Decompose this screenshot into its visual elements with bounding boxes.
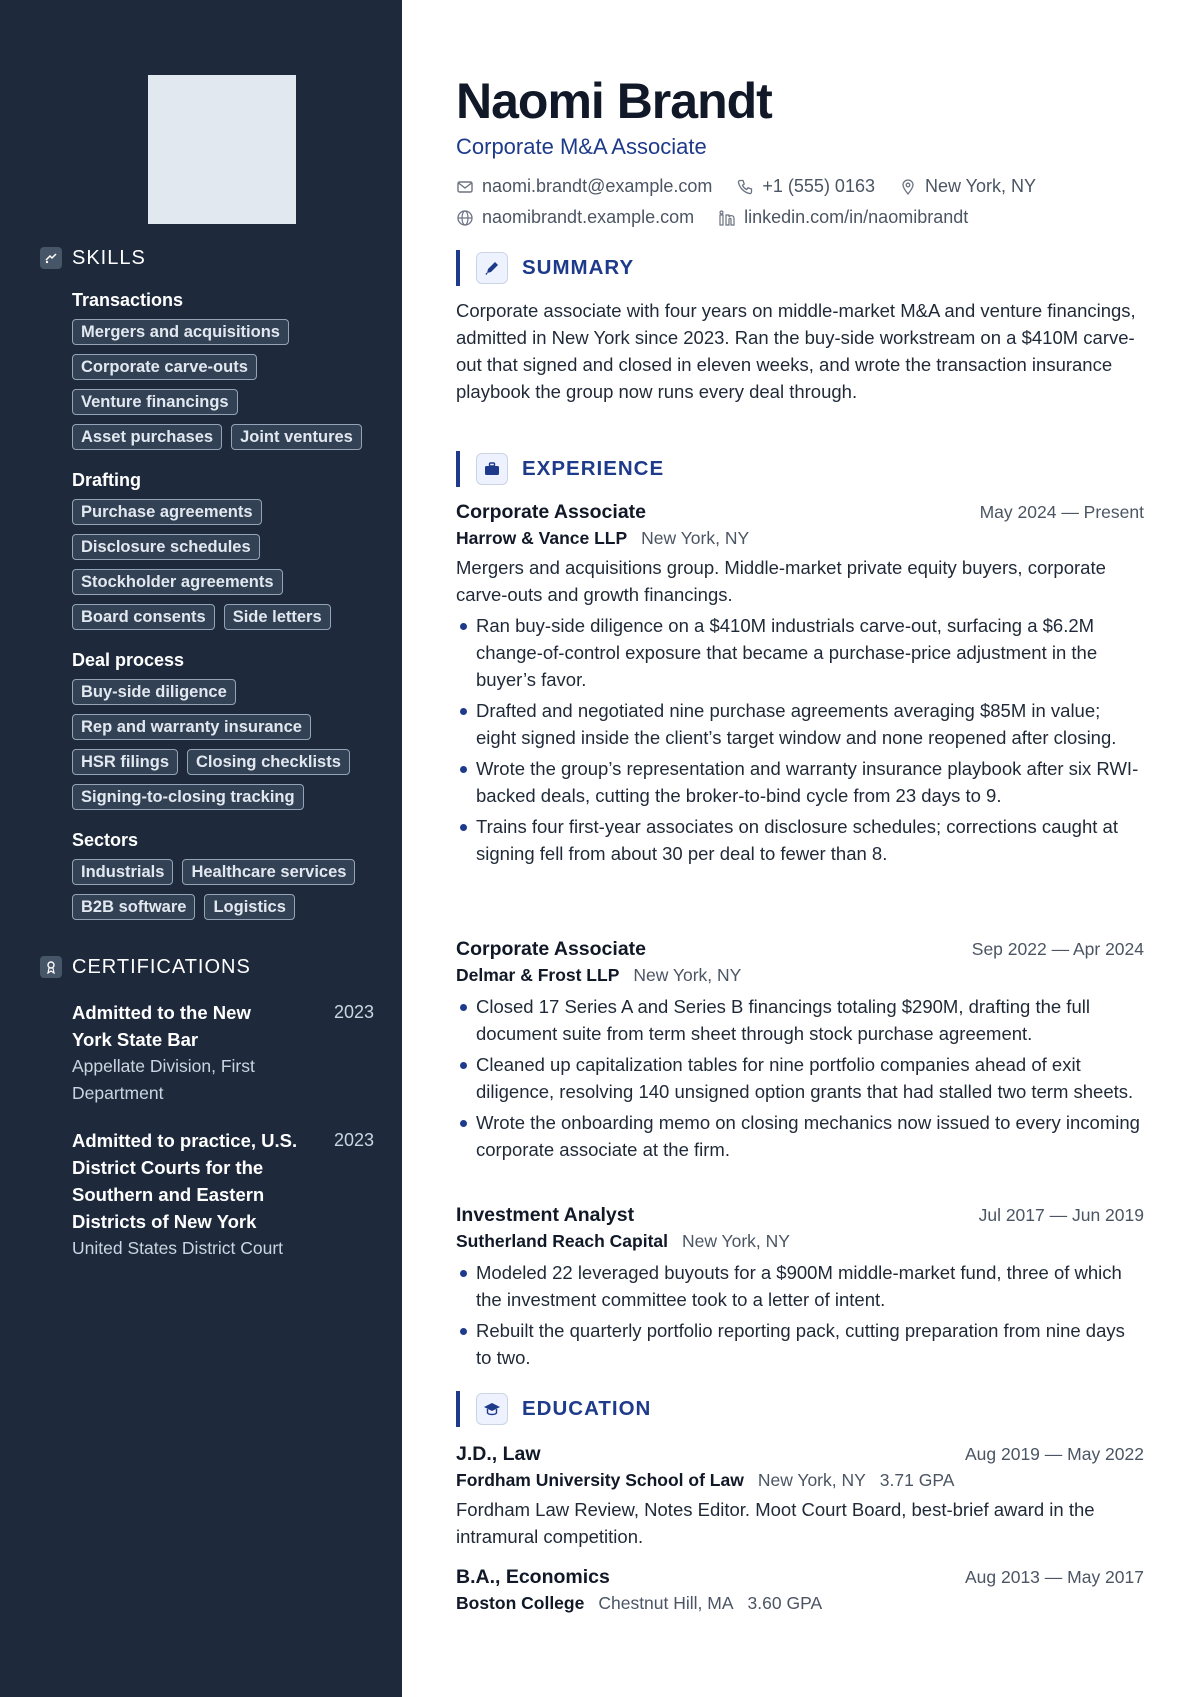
degree: J.D., Law <box>456 1443 541 1465</box>
certifications-heading-text: CERTIFICATIONS <box>72 955 251 978</box>
job-dates: May 2024 — Present <box>979 502 1144 522</box>
skill-tag: Rep and warranty insurance <box>72 714 311 740</box>
linkedin-icon <box>718 209 736 227</box>
skill-group-drafting <box>72 468 380 630</box>
pen-icon <box>476 252 508 284</box>
skill-tag: Side letters <box>224 604 331 630</box>
contact-phone[interactable] <box>736 176 875 197</box>
certification-item <box>72 999 374 1107</box>
certificate-icon <box>40 956 62 978</box>
summary-text: Corporate associate with four years on middle-market M&A and venture financings, admitted in New York since 2023. Ran the buy-side workstream on a $410M carve-out that signed and closed in eleven weeks, and wrote the transaction insurance playbook the group now runs every deal through. <box>456 300 1136 402</box>
bullet-item: Wrote the onboarding memo on closing mechanics now issued to every incoming corporate associate at the firm. <box>456 1109 1144 1163</box>
skill-group-title: Deal process <box>72 650 185 670</box>
skill-tag: Purchase agreements <box>72 499 262 525</box>
skill-tag: Closing checklists <box>187 749 350 775</box>
skill-group-transactions <box>72 288 380 450</box>
certification-issuer: United States District Court <box>72 1238 284 1258</box>
education-dates: Aug 2019 — May 2022 <box>964 1444 1144 1464</box>
job-dates: Jul 2017 — Jun 2019 <box>978 1205 1144 1225</box>
bullet-item: Modeled 22 leveraged buyouts for a $900M middle-market fund, three of which the investment committee took to a letter of intent. <box>456 1259 1144 1313</box>
skill-group-title: Drafting <box>72 470 141 490</box>
school-name: Fordham University School of Law <box>456 1470 744 1490</box>
contact-linkedin[interactable] <box>718 207 968 228</box>
bullet-item: Rebuilt the quarterly portfolio reporting pack, cutting preparation from nine days to two. <box>456 1317 1144 1371</box>
contact-row-1 <box>456 176 1036 197</box>
bullet-item: Closed 17 Series A and Series B financings totaling $290M, drafting the full document suite from term sheet through stock purchase agreement. <box>456 993 1144 1047</box>
job-org: Sutherland Reach Capital <box>456 1231 668 1251</box>
section-accent-bar <box>456 250 460 286</box>
skill-tag: Stockholder agreements <box>72 569 283 595</box>
section-accent-bar <box>456 451 460 487</box>
school-location: New York, NY <box>757 1470 866 1490</box>
job-description: Mergers and acquisitions group. Middle-market private equity buyers, corporate carve-outs and growth financings. <box>456 557 1106 605</box>
contact-row-2 <box>456 207 968 228</box>
job-org: Delmar & Frost LLP <box>456 965 620 985</box>
skill-group-deal-process <box>72 648 380 810</box>
skill-tag: Joint ventures <box>231 424 362 450</box>
job-bullets <box>456 612 1144 867</box>
summary-heading <box>456 250 634 286</box>
job-bullets <box>456 993 1144 1163</box>
school-name: Boston College <box>456 1593 585 1613</box>
skill-tag: B2B software <box>72 894 195 920</box>
contact-location <box>899 176 1036 197</box>
skill-tag: Signing-to-closing tracking <box>72 784 304 810</box>
linkedin-text: linkedin.com/in/naomibrandt <box>744 207 969 227</box>
experience-entry <box>456 1202 1144 1375</box>
education-entry <box>456 1441 1144 1550</box>
job-location: New York, NY <box>633 965 742 985</box>
skills-icon <box>40 247 62 269</box>
sidebar <box>0 0 402 1697</box>
skills-section <box>40 246 380 920</box>
school-location: Chestnut Hill, MA <box>598 1593 734 1613</box>
education-description: Fordham Law Review, Notes Editor. Moot Court Board, best-brief award in the intramural competition. <box>456 1499 1095 1547</box>
globe-icon <box>456 209 474 227</box>
mail-icon <box>456 178 474 196</box>
phone-icon <box>736 178 754 196</box>
gpa: 3.71 GPA <box>879 1470 955 1490</box>
experience-heading-text: EXPERIENCE <box>522 457 665 480</box>
certifications-heading <box>40 955 380 979</box>
job-role: Corporate Associate <box>456 938 647 960</box>
location-pin-icon <box>899 178 917 196</box>
certification-issuer: Appellate Division, First Department <box>72 1056 255 1103</box>
bullet-item: Wrote the group’s representation and warranty insurance playbook after six RWI-backed deals, cutting the broker-to-bind cycle from 23 days to 9. <box>456 755 1144 809</box>
profile-photo-placeholder <box>148 75 296 224</box>
education-heading-text: EDUCATION <box>522 1397 652 1420</box>
certification-year: 2023 <box>333 1002 374 1022</box>
skill-group-title: Transactions <box>72 290 184 310</box>
skill-tag: Board consents <box>72 604 215 630</box>
certification-item <box>72 1127 374 1262</box>
certification-title: Admitted to the New York State Bar <box>72 1002 251 1050</box>
skills-heading <box>40 246 380 270</box>
job-location: New York, NY <box>682 1231 790 1251</box>
contact-website[interactable] <box>456 207 694 228</box>
job-role: Investment Analyst <box>456 1204 635 1226</box>
full-name: Naomi Brandt <box>456 73 772 129</box>
skill-tag: Healthcare services <box>182 859 355 885</box>
skill-tag: HSR filings <box>72 749 178 775</box>
section-accent-bar <box>456 1391 460 1427</box>
briefcase-icon <box>476 453 508 485</box>
graduation-cap-icon <box>476 1393 508 1425</box>
skill-tag: Venture financings <box>72 389 238 415</box>
job-bullets <box>456 1259 1144 1371</box>
certification-title: Admitted to practice, U.S. District Courts for the Southern and Eastern Districts of New York <box>72 1130 298 1232</box>
bullet-item: Drafted and negotiated nine purchase agreements averaging $85M in value; eight signed inside the client’s target window and none reopened after closing. <box>456 697 1144 751</box>
job-title: Corporate M&A Associate <box>456 134 707 159</box>
experience-heading <box>456 451 664 487</box>
job-location: New York, NY <box>641 528 750 548</box>
contact-email[interactable] <box>456 176 712 197</box>
experience-entry <box>456 936 1144 1167</box>
bullet-item: Trains four first-year associates on disclosure schedules; corrections caught at signing fell from about 30 per deal to fewer than 8. <box>456 813 1144 867</box>
skill-group-title: Sectors <box>72 830 139 850</box>
skill-tag: Corporate carve-outs <box>72 354 257 380</box>
skill-group-sectors <box>72 828 380 920</box>
skill-tag: Buy-side diligence <box>72 679 236 705</box>
skills-heading-text: SKILLS <box>72 246 146 269</box>
education-heading <box>456 1391 651 1427</box>
job-role: Corporate Associate <box>456 501 647 523</box>
website-text: naomibrandt.example.com <box>482 207 695 227</box>
job-org: Harrow & Vance LLP <box>456 528 628 548</box>
degree: B.A., Economics <box>456 1566 610 1588</box>
skill-tag: Logistics <box>204 894 294 920</box>
gpa: 3.60 GPA <box>747 1593 823 1613</box>
email-text: naomi.brandt@example.com <box>482 176 713 196</box>
skill-tag: Industrials <box>72 859 173 885</box>
location-text: New York, NY <box>924 176 1037 196</box>
skill-tag: Mergers and acquisitions <box>72 319 289 345</box>
education-dates: Aug 2013 — May 2017 <box>964 1567 1144 1587</box>
bullet-item: Cleaned up capitalization tables for nine portfolio companies ahead of exit diligence, resolving 140 unsigned option grants that had stalled two term sheets. <box>456 1051 1144 1105</box>
certification-year: 2023 <box>333 1130 374 1150</box>
certifications-section <box>40 955 380 1262</box>
bullet-item: Ran buy-side diligence on a $410M industrials carve-out, surfacing a $6.2M change-of-control exposure that became a purchase-price adjustment in the buyer’s favor. <box>456 612 1144 693</box>
skill-tag: Asset purchases <box>72 424 222 450</box>
education-entry <box>456 1564 1144 1617</box>
experience-entry <box>456 499 1144 871</box>
job-dates: Sep 2022 — Apr 2024 <box>971 939 1144 959</box>
phone-text: +1 (555) 0163 <box>762 176 875 196</box>
skill-tag: Disclosure schedules <box>72 534 260 560</box>
summary-heading-text: SUMMARY <box>522 256 635 279</box>
